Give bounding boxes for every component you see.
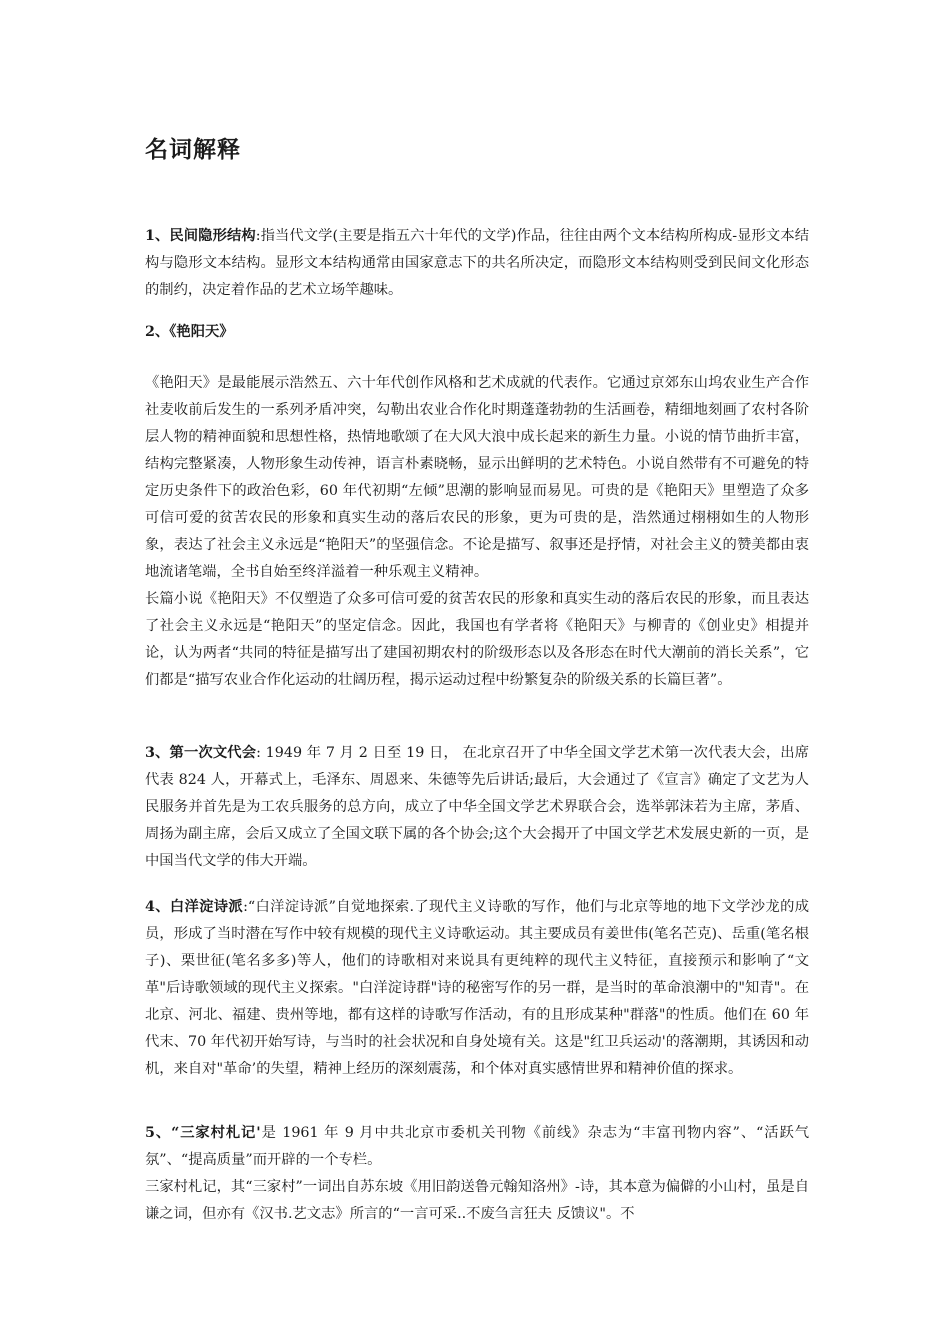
entry-5 [145,1120,809,1228]
entry-5-text: 是 1961 年 9 月中共北京市委机关刊物《前线》杂志为“丰富刊物内容”、“活跃气氛”、“提高质量”而开辟的一个专栏。 [145,1125,809,1168]
entry-2-paragraph-1: 《艳阳天》是最能展示浩然五、六十年代创作风格和艺术成就的代表作。它通过京郊东山坞农业生产合作社麦收前后发生的一系列矛盾冲突，勾勒出农业合作化时期蓬蓬勃勃的生活画卷，精细地刻画了农村各阶层人物的精神面貌和思想性格，热情地歌颂了在大风大浪中成长起来的新生力量。小说的情节曲折丰富，结构完整紧凑，人物形象生动传神，语言朴素晓畅，显示出鲜明的艺术特色。小说自然带有不可避免的特定历史条件下的政治色彩，60 年代初期“左倾”思潮的影响显而易见。可贵的是《艳阳天》里塑造了众多可信可爱的贫苦农民的形象和真实生动的落后农民的形象，更为可贵的是，浩然通过栩栩如生的人物形象，表达了社会主义永远是“艳阳天”的坚强信念。不论是描写、叙事还是抒情，对社会主义的赞美都由衷地流诸笔端，全书自始至终洋溢着一种乐观主义精神。 [145,375,809,580]
entry-3-paragraph [145,740,809,875]
entry-5-paragraph [145,1120,809,1174]
entry-1-term: 1、民间隐形结构 [145,228,256,244]
entry-3 [145,740,809,875]
entry-1-text: :指当代文学(主要是指五六十年代的文学)作品，往往由两个文本结构所构成-显形文本结构与隐形文本结构。显形文本结构通常由国家意志下的共名所决定，而隐形文本结构则受到民间文化形态的制约，决定着作品的艺术立场竿趣味。 [145,228,809,298]
entry-1 [145,223,809,304]
entry-2-paragraph-2: 长篇小说《艳阳天》不仅塑造了众多可信可爱的贫苦农民的形象和真实生动的落后农民的形象，而且表达了社会主义永远是“艳阳天”的坚定信念。因此，我国也有学者将《艳阳天》与柳青的《创业史》相提并论，认为两者“共同的特征是描写出了建国初期农村的阶级形态以及各形态在时代大潮前的消长关系”，它们都是“描写农业合作化运动的壮阔历程，揭示运动过程中纷繁复杂的阶级关系的长篇巨著”。 [145,591,809,688]
entry-2-heading: 2、《艳阳天》 [145,324,234,340]
entry-1-paragraph [145,223,809,304]
entry-4-text: :“白洋淀诗派”自觉地探索.了现代主义诗歌的写作，他们与北京等地的地下文学沙龙的成员，形成了当时潜在写作中较有规模的现代主义诗歌运动。其主要成员有姜世伟(笔名芒克)、岳重(笔名根子)、栗世征(笔名多多)等人，他们的诗歌相对来说具有更纯粹的现代主义特征，直接预示和影响了“文革"后诗歌领域的现代主义探索。"白洋淀诗群"诗的秘密写作的另一群，是当时的革命浪潮中的"知青"。在北京、河北、福建、贵州等地，都有这样的诗歌写作活动，有的且形成某种"群落"的性质。他们在 60 年代末、70 年代初开始写诗，与当时的社会状况和自身处境有关。这是"红卫兵运动'的落潮期，其诱因和动机，来自对"革命’的失望，精神上经历的深刻震荡，和个体对真实感情世界和精神价值的探求。 [145,899,809,1077]
entry-2 [145,370,809,694]
entry-4-paragraph [145,894,809,1083]
page-title: 名词解释 [145,136,241,163]
entry-3-term: 3、第一次文代会 [145,745,257,761]
entry-3-text: : 1949 年 7 月 2 日至 19 日， 在北京召开了中华全国文学艺术第一次代表大会，出席代表 824 人，开幕式上，毛泽东、周恩来、朱德等先后讲话;最后，大会通过了《宣言》确定了文艺为人民服务并首先是为工农兵服务的总方向，成立了中华全国文学艺术界联合会，选举郭沫若为主席，茅盾、周扬为副主席，会后又成立了全国文联下属的各个协会;这个大会揭开了中国文学艺术发展史新的一页，是中国当代文学的伟大开端。 [145,745,809,869]
entry-5-term: 5、“三家村札记' [145,1125,261,1141]
entry-5-continuation: 三家村札记，其“三家村”一词出自苏东坡《用旧韵送鲁元翰知洛州》-诗，其本意为偏僻的小山村，虽是自谦之词，但亦有《汉书.艺文志》所言的“一言可采..不废刍言狂夫 反馈议"。不 [145,1179,809,1222]
entry-4 [145,894,809,1083]
entry-4-term: 4、白洋淀诗派 [145,899,244,915]
